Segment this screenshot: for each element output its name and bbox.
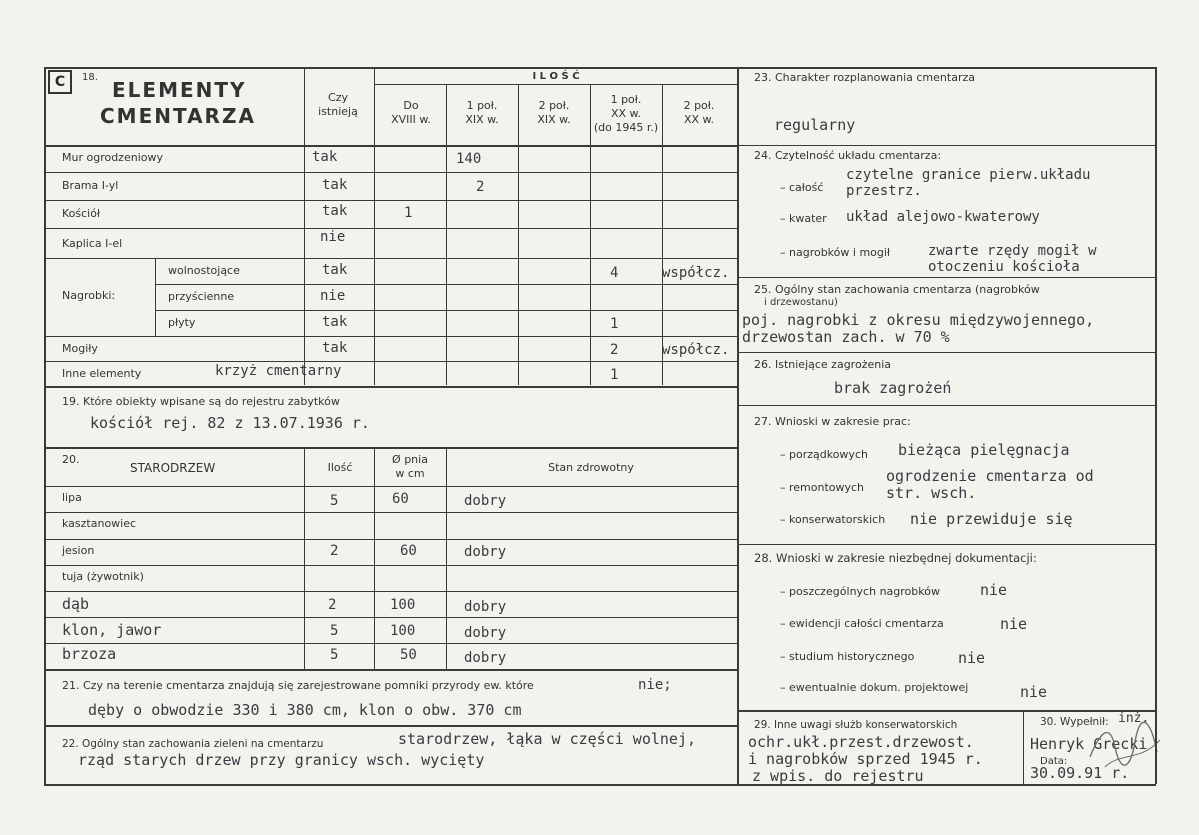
- tree-name-1: kasztanowiec: [62, 517, 137, 530]
- vline-t3: [446, 447, 447, 669]
- s28-item-1-value: nie: [1000, 615, 1028, 633]
- tree-diam-2: 60: [400, 543, 417, 559]
- exists-other: krzyż cmentarny: [215, 363, 342, 379]
- hline-t0: [44, 486, 737, 487]
- s29-line2: i nagrobków sprzed 1945 r.: [748, 750, 983, 768]
- s21-label: 21. Czy na terenie cmentarza znajdują się zarejestrowane pomniki przyrody ew. które: [62, 679, 534, 692]
- s21-detail: dęby o obwodzie 330 i 380 cm, klon o obw. 370 cm: [88, 701, 522, 719]
- hline-s24: [737, 145, 1155, 146]
- s30-label: 30. Wypełnił:: [1040, 716, 1109, 728]
- row-label-gravestones: Nagrobki:: [62, 289, 116, 302]
- hline-r1: [44, 172, 737, 173]
- s27-label: 27. Wnioski w zakresie prac:: [754, 415, 911, 428]
- qty-church-pre18: 1: [404, 205, 413, 221]
- signature-scribble: [1085, 712, 1165, 782]
- qty-other-20a: 1: [610, 367, 619, 383]
- tree-count-5: 5: [330, 623, 339, 639]
- section-letter-box: C: [48, 70, 72, 94]
- hline-s19: [44, 386, 737, 388]
- s28-item-1-label: – ewidencji całości cmentarza: [780, 617, 944, 630]
- col-20b-l2: XX w.: [683, 113, 715, 126]
- exists-wall: tak: [312, 149, 338, 165]
- hline-r5: [155, 284, 737, 285]
- row-sub-slabs: płyty: [168, 316, 196, 329]
- tree-name-0: lipa: [62, 491, 82, 504]
- s28-item-2-value: nie: [958, 649, 986, 667]
- vline-c1: [374, 67, 375, 385]
- qty-freestanding-20b: współcz.: [662, 265, 730, 281]
- exists-gate: tak: [322, 177, 348, 193]
- col-exists-line2: istnieją: [318, 105, 358, 118]
- hline-r6: [155, 310, 737, 311]
- col-19a-l1: 1 poł.: [466, 99, 498, 112]
- col-19b-l2: XIX w.: [537, 113, 571, 126]
- hline-s22: [44, 725, 737, 727]
- tree-name-2: jesion: [62, 544, 95, 557]
- col-exists-line1: Czy: [328, 91, 348, 104]
- hline-s27: [737, 405, 1155, 406]
- s24-whole-value2: przestrz.: [846, 183, 922, 199]
- hline-s25: [737, 277, 1155, 278]
- col-20a-l1: 1 poł.: [610, 93, 642, 106]
- s27-cons-value: nie przewiduje się: [910, 510, 1073, 528]
- s26-value: brak zagrożeń: [834, 379, 952, 397]
- row-label-chapel: Kaplica I-el: [62, 237, 123, 250]
- s28-label: 28. Wnioski w zakresie niezbędnej dokumentacji:: [754, 551, 1037, 565]
- vline-c3: [518, 84, 519, 385]
- exists-church: tak: [322, 203, 348, 219]
- tree-name-4: dąb: [62, 595, 90, 613]
- section-title-line2: CMENTARZA: [100, 104, 256, 128]
- hline-t5: [44, 617, 737, 618]
- hline-r3: [44, 228, 737, 229]
- s30-date: 30.09.91 r.: [1030, 764, 1130, 782]
- hline-s21: [44, 669, 737, 671]
- s29-line1: ochr.ukł.przest.drzewost.: [748, 733, 974, 751]
- s30-name: Henryk Grecki: [1030, 735, 1148, 753]
- s24-whole-label: – całość: [780, 181, 824, 194]
- vline-exists: [304, 67, 305, 385]
- tree-count-4: 2: [328, 597, 337, 613]
- s24-quarters-value: układ alejowo-kwaterowy: [846, 209, 1040, 225]
- col-19b-l1: 2 poł.: [538, 99, 570, 112]
- s27-renov-value1: ogrodzenie cmentarza od: [886, 467, 1094, 485]
- s19-value: kościół rej. 82 z 13.07.1936 r.: [90, 414, 370, 432]
- hline-ilosc: [374, 84, 737, 85]
- s24-quarters-label: – kwater: [780, 212, 827, 225]
- s19-label: 19. Które obiekty wpisane są do rejestru zabytków: [62, 395, 340, 408]
- s24-graves-label: – nagrobków i mogił: [780, 246, 891, 259]
- s25-value1: poj. nagrobki z okresu międzywojennego,: [742, 311, 1095, 329]
- frame-left: [44, 67, 46, 784]
- row-sub-wall: przyścienne: [168, 290, 235, 303]
- vline-c2: [446, 84, 447, 385]
- s20-col-diam-l1: Ø pnia: [392, 453, 428, 466]
- vline-t1: [304, 447, 305, 669]
- vline-c4: [590, 84, 591, 385]
- hline-s28: [737, 544, 1155, 545]
- qty-wall-19a: 140: [456, 151, 482, 167]
- s20-col-diam-l2: w cm: [395, 467, 425, 480]
- frame-top: [44, 67, 1156, 69]
- s21-answer: nie;: [638, 677, 672, 693]
- tree-name-3: tuja (żywotnik): [62, 570, 144, 583]
- s20-title: STARODRZEW: [130, 461, 216, 475]
- tree-health-4: dobry: [464, 599, 507, 615]
- s30-title: inż.: [1118, 711, 1150, 726]
- qty-gate-19a: 2: [476, 179, 485, 195]
- s23-value: regularny: [774, 116, 856, 134]
- col-19a-l2: XIX w.: [465, 113, 499, 126]
- row-label-gate: Brama I-yl: [62, 179, 119, 192]
- s27-renov-value2: str. wsch.: [886, 484, 977, 502]
- s28-item-3-value: nie: [1020, 683, 1048, 701]
- exists-wall-mounted: nie: [320, 288, 346, 304]
- hline-s29: [737, 710, 1155, 712]
- tree-count-2: 2: [330, 543, 339, 559]
- hline-r8: [44, 361, 737, 362]
- s27-order-value: bieżąca pielęgnacja: [898, 441, 1070, 459]
- s24-whole-value1: czytelne granice pierw.układu: [846, 167, 1091, 183]
- hline-t1: [44, 512, 737, 513]
- s24-graves-value2: otoczeniu kościoła: [928, 259, 1080, 275]
- s29-line3: z wpis. do rejestru: [752, 767, 924, 785]
- qty-freestanding-20a: 4: [610, 265, 619, 281]
- ilosc-header: I L O Ś Ć: [532, 71, 580, 82]
- hline-header: [44, 145, 737, 147]
- s22-label: 22. Ogólny stan zachowania zieleni na cmentarzu: [62, 738, 324, 750]
- row-label-church: Kościół: [62, 207, 101, 220]
- section-18-number: 18.: [82, 72, 98, 83]
- s26-label: 26. Istniejące zagrożenia: [754, 358, 892, 371]
- tree-health-5: dobry: [464, 625, 507, 641]
- hline-r4: [44, 258, 737, 259]
- tree-count-0: 5: [330, 493, 339, 509]
- tree-diam-4: 100: [390, 597, 416, 613]
- hline-t4: [44, 591, 737, 592]
- row-sub-freestanding: wolnostojące: [168, 264, 240, 277]
- tree-name-5: klon, jawor: [62, 621, 162, 639]
- s30-date-label: Data:: [1040, 756, 1068, 767]
- vline-c5: [662, 84, 663, 385]
- s22-line2: rząd starych drzew przy granicy wsch. wycięty: [78, 751, 485, 769]
- vline-s30: [1023, 710, 1024, 784]
- s27-cons-label: – konserwatorskich: [780, 513, 886, 526]
- row-label-other: Inne elementy: [62, 367, 142, 380]
- s28-item-3-label: – ewentualnie dokum. projektowej: [780, 681, 969, 694]
- hline-s26: [737, 352, 1155, 353]
- hline-t6: [44, 643, 737, 644]
- exists-slabs: tak: [322, 314, 348, 330]
- hline-t3: [44, 565, 737, 566]
- s29-label: 29. Inne uwagi służb konserwatorskich: [754, 719, 958, 731]
- hline-t2: [44, 539, 737, 540]
- s25-label2: i drzewostanu): [764, 297, 838, 308]
- exists-chapel: nie: [320, 229, 346, 245]
- tree-diam-5: 100: [390, 623, 416, 639]
- s22-line1: starodrzew, łąka w części wolnej,: [398, 730, 697, 748]
- panel-divider: [737, 67, 739, 784]
- qty-slabs-20a: 1: [610, 316, 619, 332]
- hline-r7: [44, 336, 737, 337]
- vline-t2: [374, 447, 375, 669]
- frame-right: [1155, 67, 1157, 784]
- col-20a-l2: XX w.: [610, 107, 642, 120]
- qty-mounds-20a: 2: [610, 342, 619, 358]
- hline-s20: [44, 447, 737, 449]
- col-20a-l3: (do 1945 r.): [593, 121, 659, 134]
- s23-label: 23. Charakter rozplanowania cmentarza: [754, 71, 975, 84]
- hline-r2: [44, 200, 737, 201]
- section-title-line1: ELEMENTY: [112, 78, 247, 102]
- s28-item-2-label: – studium historycznego: [780, 650, 915, 663]
- s24-label: 24. Czytelność układu cmentarza:: [754, 149, 942, 162]
- tree-health-6: dobry: [464, 650, 507, 666]
- s20-col-count: Ilość: [327, 461, 353, 474]
- row-label-mounds: Mogiły: [62, 342, 98, 355]
- col-pre18-l1: Do: [403, 99, 419, 112]
- tree-diam-6: 50: [400, 647, 417, 663]
- tree-health-0: dobry: [464, 493, 507, 509]
- col-pre18-l2: XVIII w.: [391, 113, 431, 126]
- s28-item-0-label: – poszczególnych nagrobków: [780, 585, 940, 598]
- tree-health-2: dobry: [464, 544, 507, 560]
- vline-nagrobki: [155, 258, 156, 336]
- s25-value2: drzewostan zach. w 70 %: [742, 328, 950, 346]
- s20-number: 20.: [62, 453, 80, 466]
- exists-mounds: tak: [322, 340, 348, 356]
- qty-mounds-20b: współcz.: [662, 342, 730, 358]
- frame-bottom: [44, 784, 1156, 786]
- s20-col-health: Stan zdrowotny: [548, 461, 634, 474]
- s25-label1: 25. Ogólny stan zachowania cmentarza (nagrobków: [754, 283, 1040, 296]
- exists-freestanding: tak: [322, 262, 348, 278]
- s27-order-label: – porządkowych: [780, 448, 868, 461]
- s24-graves-value1: zwarte rzędy mogił w: [928, 243, 1097, 259]
- s27-renov-label: – remontowych: [780, 481, 865, 494]
- tree-diam-0: 60: [392, 491, 409, 507]
- col-20b-l1: 2 poł.: [683, 99, 715, 112]
- row-label-wall: Mur ogrodzeniowy: [62, 151, 163, 164]
- tree-count-6: 5: [330, 647, 339, 663]
- tree-name-6: brzoza: [62, 645, 117, 663]
- s28-item-0-value: nie: [980, 581, 1008, 599]
